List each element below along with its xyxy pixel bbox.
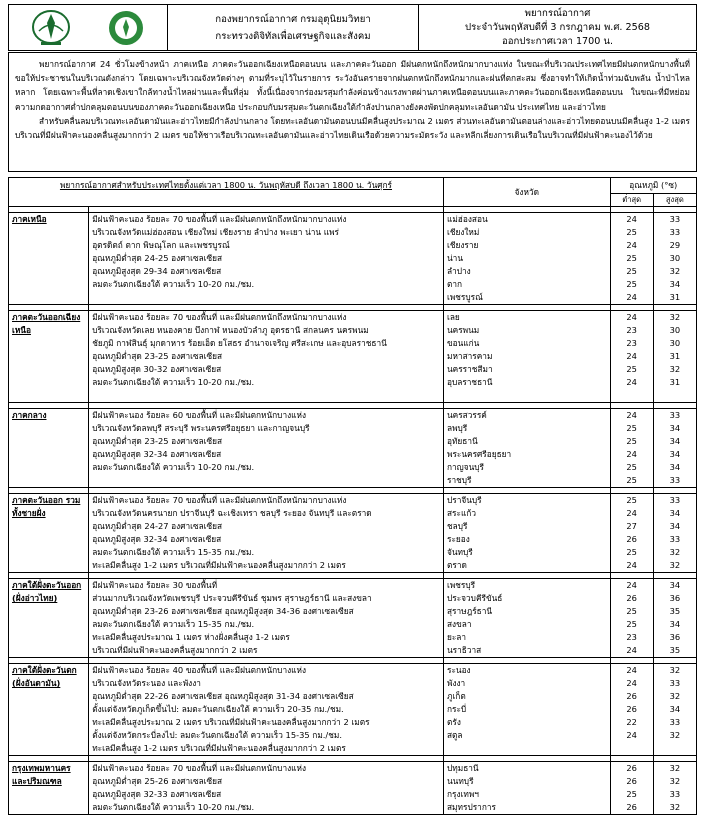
forecast-line: อุณหภูมิต่ำสุด 24-27 องศาเซลเซียส	[92, 521, 223, 531]
min-temp-cell	[610, 311, 653, 403]
max-temp: 36	[669, 632, 681, 642]
min-temp: 27	[626, 521, 637, 531]
max-temp: 32	[669, 802, 681, 812]
agency-block	[168, 5, 419, 50]
province-name: ภูเก็ต	[446, 691, 466, 701]
max-temp-cell	[653, 664, 696, 756]
province-name: อุทัยธานี	[446, 436, 478, 446]
max-temp: 32	[669, 730, 681, 740]
province-name: นครราชสีมา	[446, 364, 493, 374]
max-temp: 36	[669, 593, 681, 603]
mdes-logo	[104, 9, 148, 47]
forecast-line: ทะเลมีคลื่นสูงประมาณ 2 เมตร บริเวณที่มีฝนฟ้าคะนองคลื่นสูงมากกว่า 2 เมตร	[92, 717, 370, 727]
province-name: เชียงใหม่	[446, 227, 480, 237]
max-temp: 33	[669, 214, 681, 224]
min-temp: 25	[626, 364, 637, 374]
min-temp: 24	[626, 351, 637, 361]
min-temp: 24	[626, 730, 637, 740]
forecast-line: อุณหภูมิสูงสุด 30-32 องศาเซลเซียส	[92, 364, 222, 374]
forecast-line: อุณหภูมิต่ำสุด 24-25 องศาเซลเซียส	[92, 253, 223, 263]
province-name: สตูล	[446, 730, 463, 740]
forecast-line-cell	[89, 409, 444, 488]
forecast-line-cell	[89, 762, 444, 815]
min-temp: 24	[626, 449, 637, 459]
max-temp: 32	[669, 691, 681, 701]
forecast-line: ตั้งแต่จังหวัดภูเก็ตขึ้นไป: ลมตะวันตกเฉียงใต้ ความเร็ว 20-35 กม./ชม.	[92, 704, 344, 714]
forecast-line: บริเวณจังหวัดแม่ฮ่องสอน เชียงใหม่ เชียงราย ลำปาง พะเยา น่าน แพร่	[92, 227, 340, 237]
max-temp: 33	[669, 534, 681, 544]
region-name: ภาคตะวันออก รวมทั้งชายฝั่ง	[9, 494, 89, 573]
summary-paragraph-1: พยากรณ์อากาศ 24 ชั่วโมงข้างหน้า ภาคเหนือ ภาคตะวันออกเฉียงเหนือตอนบน และภาคตะวันออก มีฝนตกหนักถึงหนักมากบางแห่ง ในขณะที่บริเวณประเทศไทยมีฝนตกหนักบางพื้นที่ ขอให้ประชาชนในบริเวณดังกล่าว โดยเฉพาะบริเวณจังหวัดต่างๆ ตามที่ระบุไว้ในรายการ ระวังอันตรายจากฝนตกหนักถึงหนักมากและฝนที่ตกสะสม ซึ่งอาจทำให้เกิดน้ำท่วมฉับพลัน น้ำป่าไหลหลาก โดยเฉพาะพื้นที่ลาดเชิงเขาใกล้ทางน้ำไหลผ่านและพื้นที่ลุ่ม ทั้งนี้เนื่องจากร่องมรสุมกำลังค่อนข้างแรงพาดผ่านภาคเหนือตอนบนและภาคตะวันออกเฉียงเหนือตอนบน ในขณะที่มีหย่อมความกดอากาศต่ำปกคลุมตอนบนของภาคตะวันออกเฉียงเหนือ ประกอบกับมรสุมตะวันตกเฉียงใต้กำลังปานกลางยังคงพัดปกคลุมทะเลอันดามัน ประเทศไทย และอ่าวไทย	[15, 59, 690, 112]
max-temp: 33	[669, 789, 681, 799]
forecast-line: มีฝนฟ้าคะนอง ร้อยละ 70 ของพื้นที่ และมีฝนตกหนักถึงหนักมากบางแห่ง	[92, 495, 347, 505]
max-temp: 33	[669, 717, 681, 727]
min-temp: 24	[626, 665, 637, 675]
max-temp: 29	[669, 240, 681, 250]
province-name: สระแก้ว	[446, 508, 476, 518]
forecast-line: ลมตะวันตกเฉียงใต้ ความเร็ว 10-20 กม./ชม.	[92, 377, 255, 387]
forecast-line: ทะเลมีคลื่นสูง 1-2 เมตร บริเวณที่มีฝนฟ้าคะนองคลื่นสูงมากกว่า 2 เมตร	[92, 560, 346, 570]
region-row	[9, 409, 697, 488]
forecast-line: มีฝนฟ้าคะนอง ร้อยละ 40 ของพื้นที่ และมีฝนตกหนักบางแห่ง	[92, 665, 307, 675]
min-temp: 23	[626, 338, 637, 348]
province-name: พังงา	[446, 678, 466, 688]
min-temp: 26	[626, 802, 637, 812]
min-temp: 26	[626, 691, 637, 701]
min-temp: 24	[626, 580, 637, 590]
max-temp: 32	[669, 266, 681, 276]
max-temp: 34	[669, 436, 681, 446]
forecast-line: อุณหภูมิต่ำสุด 23-26 องศาเซลเซียส อุณหภูมิสูงสุด 34-36 องศาเซลเซียส	[92, 606, 354, 616]
forecast-line: อุณหภูมิสูงสุด 32-33 องศาเซลเซียส	[92, 789, 222, 799]
forecast-line: บริเวณจังหวัดนครนายก ปราจีนบุรี ฉะเชิงเทรา ชลบุรี ระยอง จันทบุรี และตราด	[92, 508, 372, 518]
province-name-cell	[443, 311, 610, 403]
province-name: ระนอง	[446, 665, 471, 675]
min-temp: 24	[626, 292, 637, 302]
province-name-cell	[443, 409, 610, 488]
forecast-line: ชัยภูมิ กาฬสินธุ์ มุกดาหาร ร้อยเอ็ด ยโสธร อำนาจเจริญ ศรีสะเกษ และอุบลราชธานี	[92, 338, 387, 348]
min-temp	[614, 742, 650, 755]
min-temp-header: ต่ำสุด	[610, 194, 653, 207]
min-temp-cell	[610, 762, 653, 815]
agency-line-1: กองพยากรณ์อากาศ กรมอุตุนิยมวิทยา	[215, 13, 371, 25]
province-name	[447, 389, 607, 402]
min-temp: 25	[626, 253, 637, 263]
province-name-cell	[443, 213, 610, 305]
forecast-line: มีฝนฟ้าคะนอง ร้อยละ 30 ของพื้นที่	[92, 580, 218, 590]
max-temp: 32	[669, 560, 681, 570]
max-temp: 30	[669, 325, 681, 335]
max-temp: 32	[669, 763, 681, 773]
forecast-line: ส่วนมากบริเวณจังหวัดเพชรบุรี ประจวบคีรีขันธ์ ชุมพร สุราษฎร์ธานี และสงขลา	[92, 593, 372, 603]
max-temp: 34	[669, 423, 681, 433]
logo-area	[9, 5, 168, 50]
max-temp: 34	[669, 619, 681, 629]
min-temp: 23	[626, 325, 637, 335]
forecast-line-cell	[89, 579, 444, 658]
forecast-line: มีฝนฟ้าคะนอง ร้อยละ 60 ของพื้นที่ และมีฝนตกหนักบางแห่ง	[92, 410, 307, 420]
summary-paragraph-2: สำหรับคลื่นลมบริเวณทะเลอันดามันและอ่าวไทยมีกำลังปานกลาง โดยทะเลอันดามันตอนบนมีคลื่นสูงประมาณ 2 เมตร ส่วนทะเลอันดามันตอนล่างและอ่าวไทยตอนบนมีคลื่นสูง 1-2 เมตร บริเวณที่มีฝนฟ้าคะนองคลื่นสูงมากกว่า 2 เมตร ขอให้ชาวเรือบริเวณทะเลอันดามันและอ่าวไทยเดินเรือด้วยความระมัดระวัง และหลีกเลี่ยงการเดินเรือในบริเวณที่มีฝนฟ้าคะนองไว้ด้วย	[15, 115, 690, 141]
region-name: ภาคเหนือ	[9, 213, 89, 305]
forecast-line: ตั้งแต่จังหวัดกระบี่ลงไป: ลมตะวันตกเฉียงใต้ ความเร็ว 15-35 กม./ชม.	[92, 730, 342, 740]
forecast-line: อุณหภูมิต่ำสุด 25-26 องศาเซลเซียส	[92, 776, 223, 786]
max-temp: 31	[669, 351, 681, 361]
forecast-line	[92, 389, 440, 402]
forecast-line: อุณหภูมิต่ำสุด 22-26 องศาเซลเซียส อุณหภูมิสูงสุด 31-34 องศาเซลเซียส	[92, 691, 354, 701]
province-name: ลำปาง	[446, 266, 471, 276]
province-name-cell	[443, 664, 610, 756]
forecast-line	[92, 291, 440, 304]
agency-line-2: กระทรวงดิจิทัลเพื่อเศรษฐกิจและสังคม	[215, 30, 371, 42]
max-temp: 32	[669, 776, 681, 786]
forecast-line: มีฝนฟ้าคะนอง ร้อยละ 70 ของพื้นที่ และมีฝนตกหนักถึงหนักมากบางแห่ง	[92, 214, 347, 224]
region-name: ภาคใต้ฝั่งตะวันตก (ฝั่งอันดามัน)	[9, 664, 89, 756]
max-temp: 33	[669, 410, 681, 420]
max-temp-cell	[653, 762, 696, 815]
min-temp-cell	[610, 409, 653, 488]
min-temp: 25	[626, 436, 637, 446]
min-temp: 24	[626, 645, 637, 655]
min-temp: 25	[626, 266, 637, 276]
region-name: ภาคตะวันออกเฉียงเหนือ	[9, 311, 89, 403]
province-name-cell	[443, 579, 610, 658]
province-name: กระบี่	[446, 704, 467, 714]
min-temp: 25	[626, 423, 637, 433]
max-temp: 32	[669, 547, 681, 557]
forecast-line: อุณหภูมิต่ำสุด 23-25 องศาเซลเซียส	[92, 351, 223, 361]
max-temp: 34	[669, 704, 681, 714]
province-name: ปทุมธานี	[446, 763, 479, 773]
forecast-table	[8, 177, 697, 815]
max-temp: 34	[669, 508, 681, 518]
region-row	[9, 664, 697, 756]
province-name: ตรัง	[446, 717, 461, 727]
region-row	[9, 311, 697, 403]
province-name: ลพบุรี	[446, 423, 468, 433]
max-temp: 35	[669, 606, 681, 616]
min-temp-cell	[610, 579, 653, 658]
min-temp: 26	[626, 763, 637, 773]
summary-box	[8, 52, 697, 172]
forecast-line: อุตรดิตถ์ ตาก พิษณุโลก และเพชรบูรณ์	[92, 240, 230, 250]
max-temp	[657, 389, 693, 402]
province-name: อุบลราชธานี	[446, 377, 493, 387]
province-name: สุราษฎร์ธานี	[446, 606, 493, 616]
province-name: ตราด	[446, 560, 467, 570]
province-name	[447, 742, 607, 755]
max-temp: 34	[669, 449, 681, 459]
max-temp-cell	[653, 494, 696, 573]
forecast-line: ลมตะวันตกเฉียงใต้ ความเร็ว 15-35 กม./ชม.	[92, 547, 255, 557]
min-temp: 24	[626, 240, 637, 250]
province-name: ปราจีนบุรี	[446, 495, 482, 505]
max-temp: 34	[669, 279, 681, 289]
forecast-line: ลมตะวันตกเฉียงใต้ ความเร็ว 10-20 กม./ชม.	[92, 279, 255, 289]
forecast-line: ลมตะวันตกเฉียงใต้ ความเร็ว 15-35 กม./ชม.	[92, 619, 255, 629]
forecast-line-cell	[89, 311, 444, 403]
province-name: สมุทรปราการ	[446, 802, 496, 812]
min-temp: 25	[626, 279, 637, 289]
province-name: กรุงเทพฯ	[446, 789, 479, 799]
max-temp: 32	[669, 665, 681, 675]
forecast-line: ทะเลมีคลื่นสูง 1-2 เมตร บริเวณที่มีฝนฟ้าคะนองคลื่นสูงมากกว่า 2 เมตร	[92, 743, 346, 753]
province-name: นราธิวาส	[446, 645, 482, 655]
forecast-line: อุณหภูมิสูงสุด 32-34 องศาเซลเซียส	[92, 449, 222, 459]
min-temp: 24	[626, 410, 637, 420]
max-temp-cell	[653, 579, 696, 658]
min-temp: 26	[626, 776, 637, 786]
province-name: ขอนแก่น	[446, 338, 480, 348]
forecast-title: พยากรณ์อากาศ	[524, 7, 591, 19]
province-name: แม่ฮ่องสอน	[446, 214, 488, 224]
forecast-line-cell	[89, 213, 444, 305]
max-temp: 33	[669, 227, 681, 237]
province-name: ประจวบคีรีขันธ์	[446, 593, 503, 603]
min-temp: 25	[626, 547, 637, 557]
max-temp-header: สูงสุด	[653, 194, 696, 207]
max-temp: 33	[669, 475, 681, 485]
province-name: ราชบุรี	[446, 475, 472, 485]
province-name: น่าน	[446, 253, 463, 263]
province-name-cell	[443, 762, 610, 815]
min-temp: 25	[626, 495, 637, 505]
max-temp-cell	[653, 311, 696, 403]
min-temp-cell	[610, 494, 653, 573]
forecast-line: ลมตะวันตกเฉียงใต้ ความเร็ว 10-20 กม./ชม.	[92, 802, 255, 812]
max-temp: 33	[669, 495, 681, 505]
max-temp: 30	[669, 253, 681, 263]
region-name: กรุงเทพมหานคร และปริมณฑล	[9, 762, 89, 815]
max-temp: 34	[669, 521, 681, 531]
min-temp: 24	[626, 377, 637, 387]
province-name: กาญจนบุรี	[446, 462, 484, 472]
max-temp: 31	[669, 292, 681, 302]
province-name: นครสวรรค์	[446, 410, 487, 420]
max-temp: 34	[669, 580, 681, 590]
province-name: ตาก	[446, 279, 463, 289]
max-temp	[657, 742, 693, 755]
forecast-line: มีฝนฟ้าคะนอง ร้อยละ 70 ของพื้นที่ และมีฝนตกหนักบางแห่ง	[92, 763, 307, 773]
forecast-line	[92, 474, 440, 487]
province-name: นครพนม	[446, 325, 480, 335]
max-temp: 32	[669, 312, 681, 322]
province-name: เลย	[446, 312, 460, 322]
forecast-line: ทะเลมีคลื่นสูงประมาณ 1 เมตร ห่างฝั่งคลื่นสูง 1-2 เมตร	[92, 632, 290, 642]
province-name: จันทบุรี	[446, 547, 473, 557]
max-temp: 32	[669, 364, 681, 374]
forecast-line: อุณหภูมิสูงสุด 29-34 องศาเซลเซียส	[92, 266, 222, 276]
province-name: สงขลา	[446, 619, 472, 629]
province-name: เชียงราย	[446, 240, 479, 250]
min-temp-cell	[610, 664, 653, 756]
province-name: มหาสารคาม	[446, 351, 493, 361]
max-temp-cell	[653, 409, 696, 488]
max-temp: 35	[669, 645, 681, 655]
min-temp: 24	[626, 312, 637, 322]
min-temp: 22	[626, 717, 637, 727]
min-temp: 24	[626, 678, 637, 688]
forecast-title-block	[419, 5, 696, 50]
max-temp: 34	[669, 462, 681, 472]
forecast-line: บริเวณจังหวัดระนอง และพังงา	[92, 678, 201, 688]
min-temp: 24	[626, 508, 637, 518]
province-name: เพชรบูรณ์	[446, 292, 483, 302]
region-name: ภาคใต้ฝั่งตะวันออก (ฝั่งอ่าวไทย)	[9, 579, 89, 658]
forecast-line: อุณหภูมิสูงสุด 32-34 องศาเซลเซียส	[92, 534, 222, 544]
forecast-line: บริเวณจังหวัดลพบุรี สระบุรี พระนครศรีอยุธยา และกาญจนบุรี	[92, 423, 310, 433]
min-temp: 23	[626, 632, 637, 642]
region-row	[9, 762, 697, 815]
document-header	[8, 4, 697, 51]
min-temp: 25	[626, 475, 637, 485]
min-temp-cell	[610, 213, 653, 305]
issue-time: ออกประกาศเวลา 1700 น.	[501, 35, 614, 47]
tmd-logo	[29, 9, 73, 47]
province-name: ยะลา	[446, 632, 467, 642]
min-temp: 25	[626, 462, 637, 472]
min-temp: 24	[626, 560, 637, 570]
min-temp: 25	[626, 619, 637, 629]
province-name: พระนครศรีอยุธยา	[446, 449, 512, 459]
province-name: นนทบุรี	[446, 776, 474, 786]
forecast-table-body	[9, 207, 697, 815]
min-temp: 26	[626, 534, 637, 544]
province-name: เพชรบุรี	[446, 580, 476, 590]
max-temp: 33	[669, 678, 681, 688]
forecast-line-cell	[89, 664, 444, 756]
forecast-line: มีฝนฟ้าคะนอง ร้อยละ 70 ของพื้นที่ และมีฝนตกหนักถึงหนักมากบางแห่ง	[92, 312, 347, 322]
min-temp: 25	[626, 789, 637, 799]
min-temp: 25	[626, 606, 637, 616]
table-title: พยากรณ์อากาศสำหรับประเทศไทยตั้งแต่เวลา 1800 น. วันพฤหัสบดี ถึงเวลา 1800 น. วันศุกร์	[9, 178, 444, 207]
temperature-header: อุณหภูมิ (°ซ)	[610, 178, 696, 194]
forecast-date: ประจำวันพฤหัสบดีที่ 3 กรกฎาคม พ.ศ. 2568	[465, 21, 650, 33]
min-temp: 26	[626, 593, 637, 603]
region-name: ภาคกลาง	[9, 409, 89, 488]
province-name: ชลบุรี	[446, 521, 468, 531]
province-name: ระยอง	[446, 534, 470, 544]
forecast-line: บริเวณที่มีฝนฟ้าคะนองคลื่นสูงมากกว่า 2 เมตร	[92, 645, 258, 655]
max-temp: 31	[669, 377, 681, 387]
max-temp: 30	[669, 338, 681, 348]
forecast-line: อุณหภูมิต่ำสุด 23-25 องศาเซลเซียส	[92, 436, 223, 446]
region-row	[9, 213, 697, 305]
region-row	[9, 494, 697, 573]
min-temp: 25	[626, 227, 637, 237]
province-header: จังหวัด	[443, 178, 610, 207]
min-temp: 24	[626, 214, 637, 224]
forecast-line-cell	[89, 494, 444, 573]
min-temp: 26	[626, 704, 637, 714]
forecast-line: บริเวณจังหวัดเลย หนองคาย บึงกาฬ หนองบัวลำภู อุดรธานี สกลนคร นครพนม	[92, 325, 369, 335]
max-temp-cell	[653, 213, 696, 305]
province-name-cell	[443, 494, 610, 573]
region-row	[9, 579, 697, 658]
forecast-line: ลมตะวันตกเฉียงใต้ ความเร็ว 10-20 กม./ชม.	[92, 462, 255, 472]
min-temp	[614, 389, 650, 402]
